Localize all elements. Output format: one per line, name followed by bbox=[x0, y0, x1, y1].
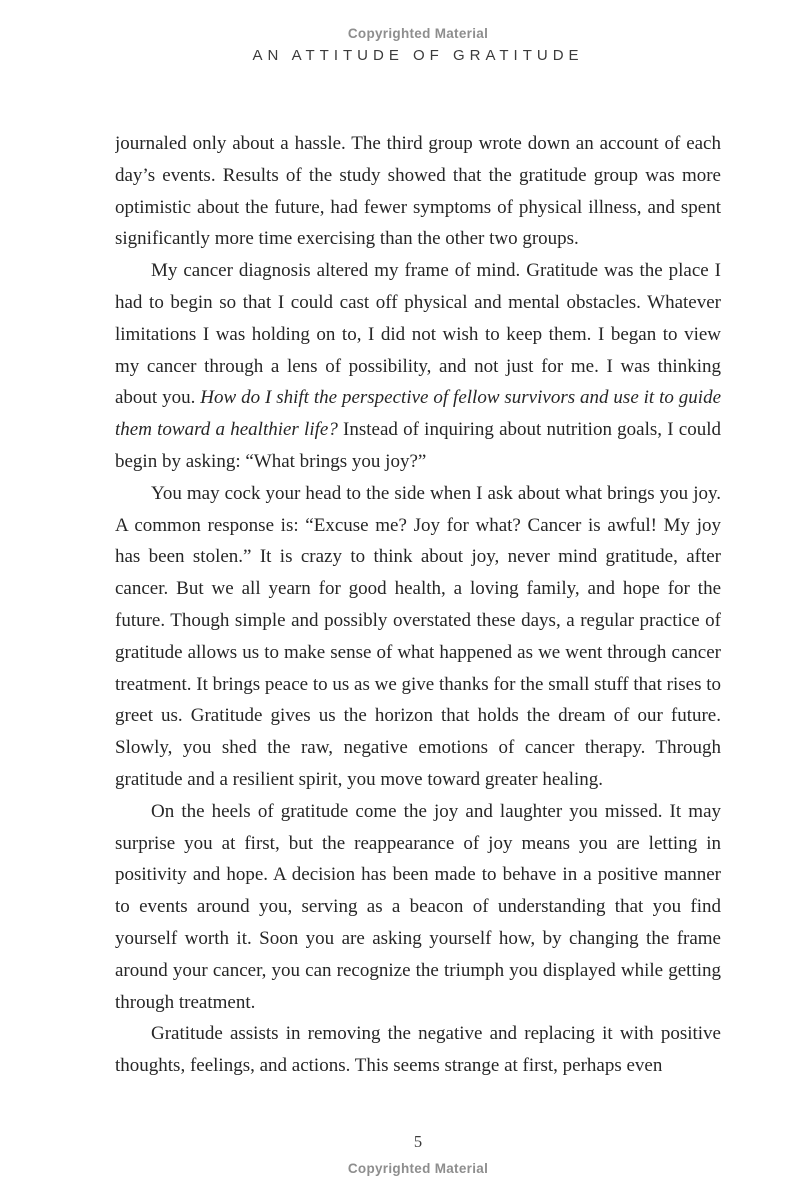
paragraph bbox=[115, 478, 721, 796]
running-head: AN ATTITUDE OF GRATITUDE bbox=[252, 47, 584, 64]
page-header bbox=[115, 0, 721, 64]
page-body bbox=[115, 128, 721, 1122]
paragraph bbox=[115, 255, 721, 478]
text-run: My cancer diagnosis altered my frame of mind. Gratitude was the place I had to begin so that I could cast off physical and mental obstacles. Whatever limitations I was holding on to, I did not wish to keep them. I began to view my cancer through a lens of possibility, and not just for me. I was thinking about you. bbox=[115, 260, 721, 409]
page-number: 5 bbox=[413, 1132, 423, 1151]
text-run: On the heels of gratitude come the joy and laughter you missed. It may surprise you at first, but the reappearance of joy means you are letting in positivity and hope. A decision has been made to behave in a positive manner to events around you, serving as a beacon of understanding that you find yourself worth it. Soon you are asking yourself how, by changing the frame around your cancer, you can recognize the triumph you displayed while getting through treatment. bbox=[115, 800, 721, 1013]
copyright-notice-bottom: Copyrighted Material bbox=[347, 1161, 489, 1176]
paragraph bbox=[115, 1018, 721, 1082]
italic-text-run: How do I shift the perspective of fellow survivors and use it to guide them toward a healthier life? bbox=[115, 387, 721, 441]
text-run: You may cock your head to the side when I ask about what brings you joy. A common response is: “Excuse me? Joy for what? Cancer is awful! My joy has been stolen.” It is crazy to think about joy, never mind gratitude, after cancer. But we all yearn for good health, a loving family, and hope for the future. Though simple and possibly overstated these days, a regular practice of gratitude allows us to make sense of what happened as we went through cancer treatment. It brings peace to us as we give thanks for the small stuff that rises to greet us. Gratitude gives us the horizon that holds the dream of our future. Slowly, you shed the raw, negative emotions of cancer therapy. Through gratitude and a resilient spirit, you move toward greater healing. bbox=[115, 482, 721, 790]
text-run: Instead of inquiring about nutrition goals, I could begin by asking: “What brings you joy?” bbox=[115, 419, 721, 472]
text-run: journaled only about a hassle. The third group wrote down an account of each day’s events. Results of the study showed that the gratitude group was more optimistic about the future, had fewer symptoms of physical illness, and spent significantly more time exercising than the other two groups. bbox=[115, 133, 721, 250]
page-footer bbox=[115, 1132, 721, 1176]
paragraph bbox=[115, 128, 721, 255]
copyright-notice-top: Copyrighted Material bbox=[347, 26, 489, 41]
text-run: Gratitude assists in removing the negative and replacing it with positive thoughts, feelings, and actions. This seems strange at first, perhaps even bbox=[115, 1023, 721, 1077]
paragraph bbox=[115, 796, 721, 1019]
